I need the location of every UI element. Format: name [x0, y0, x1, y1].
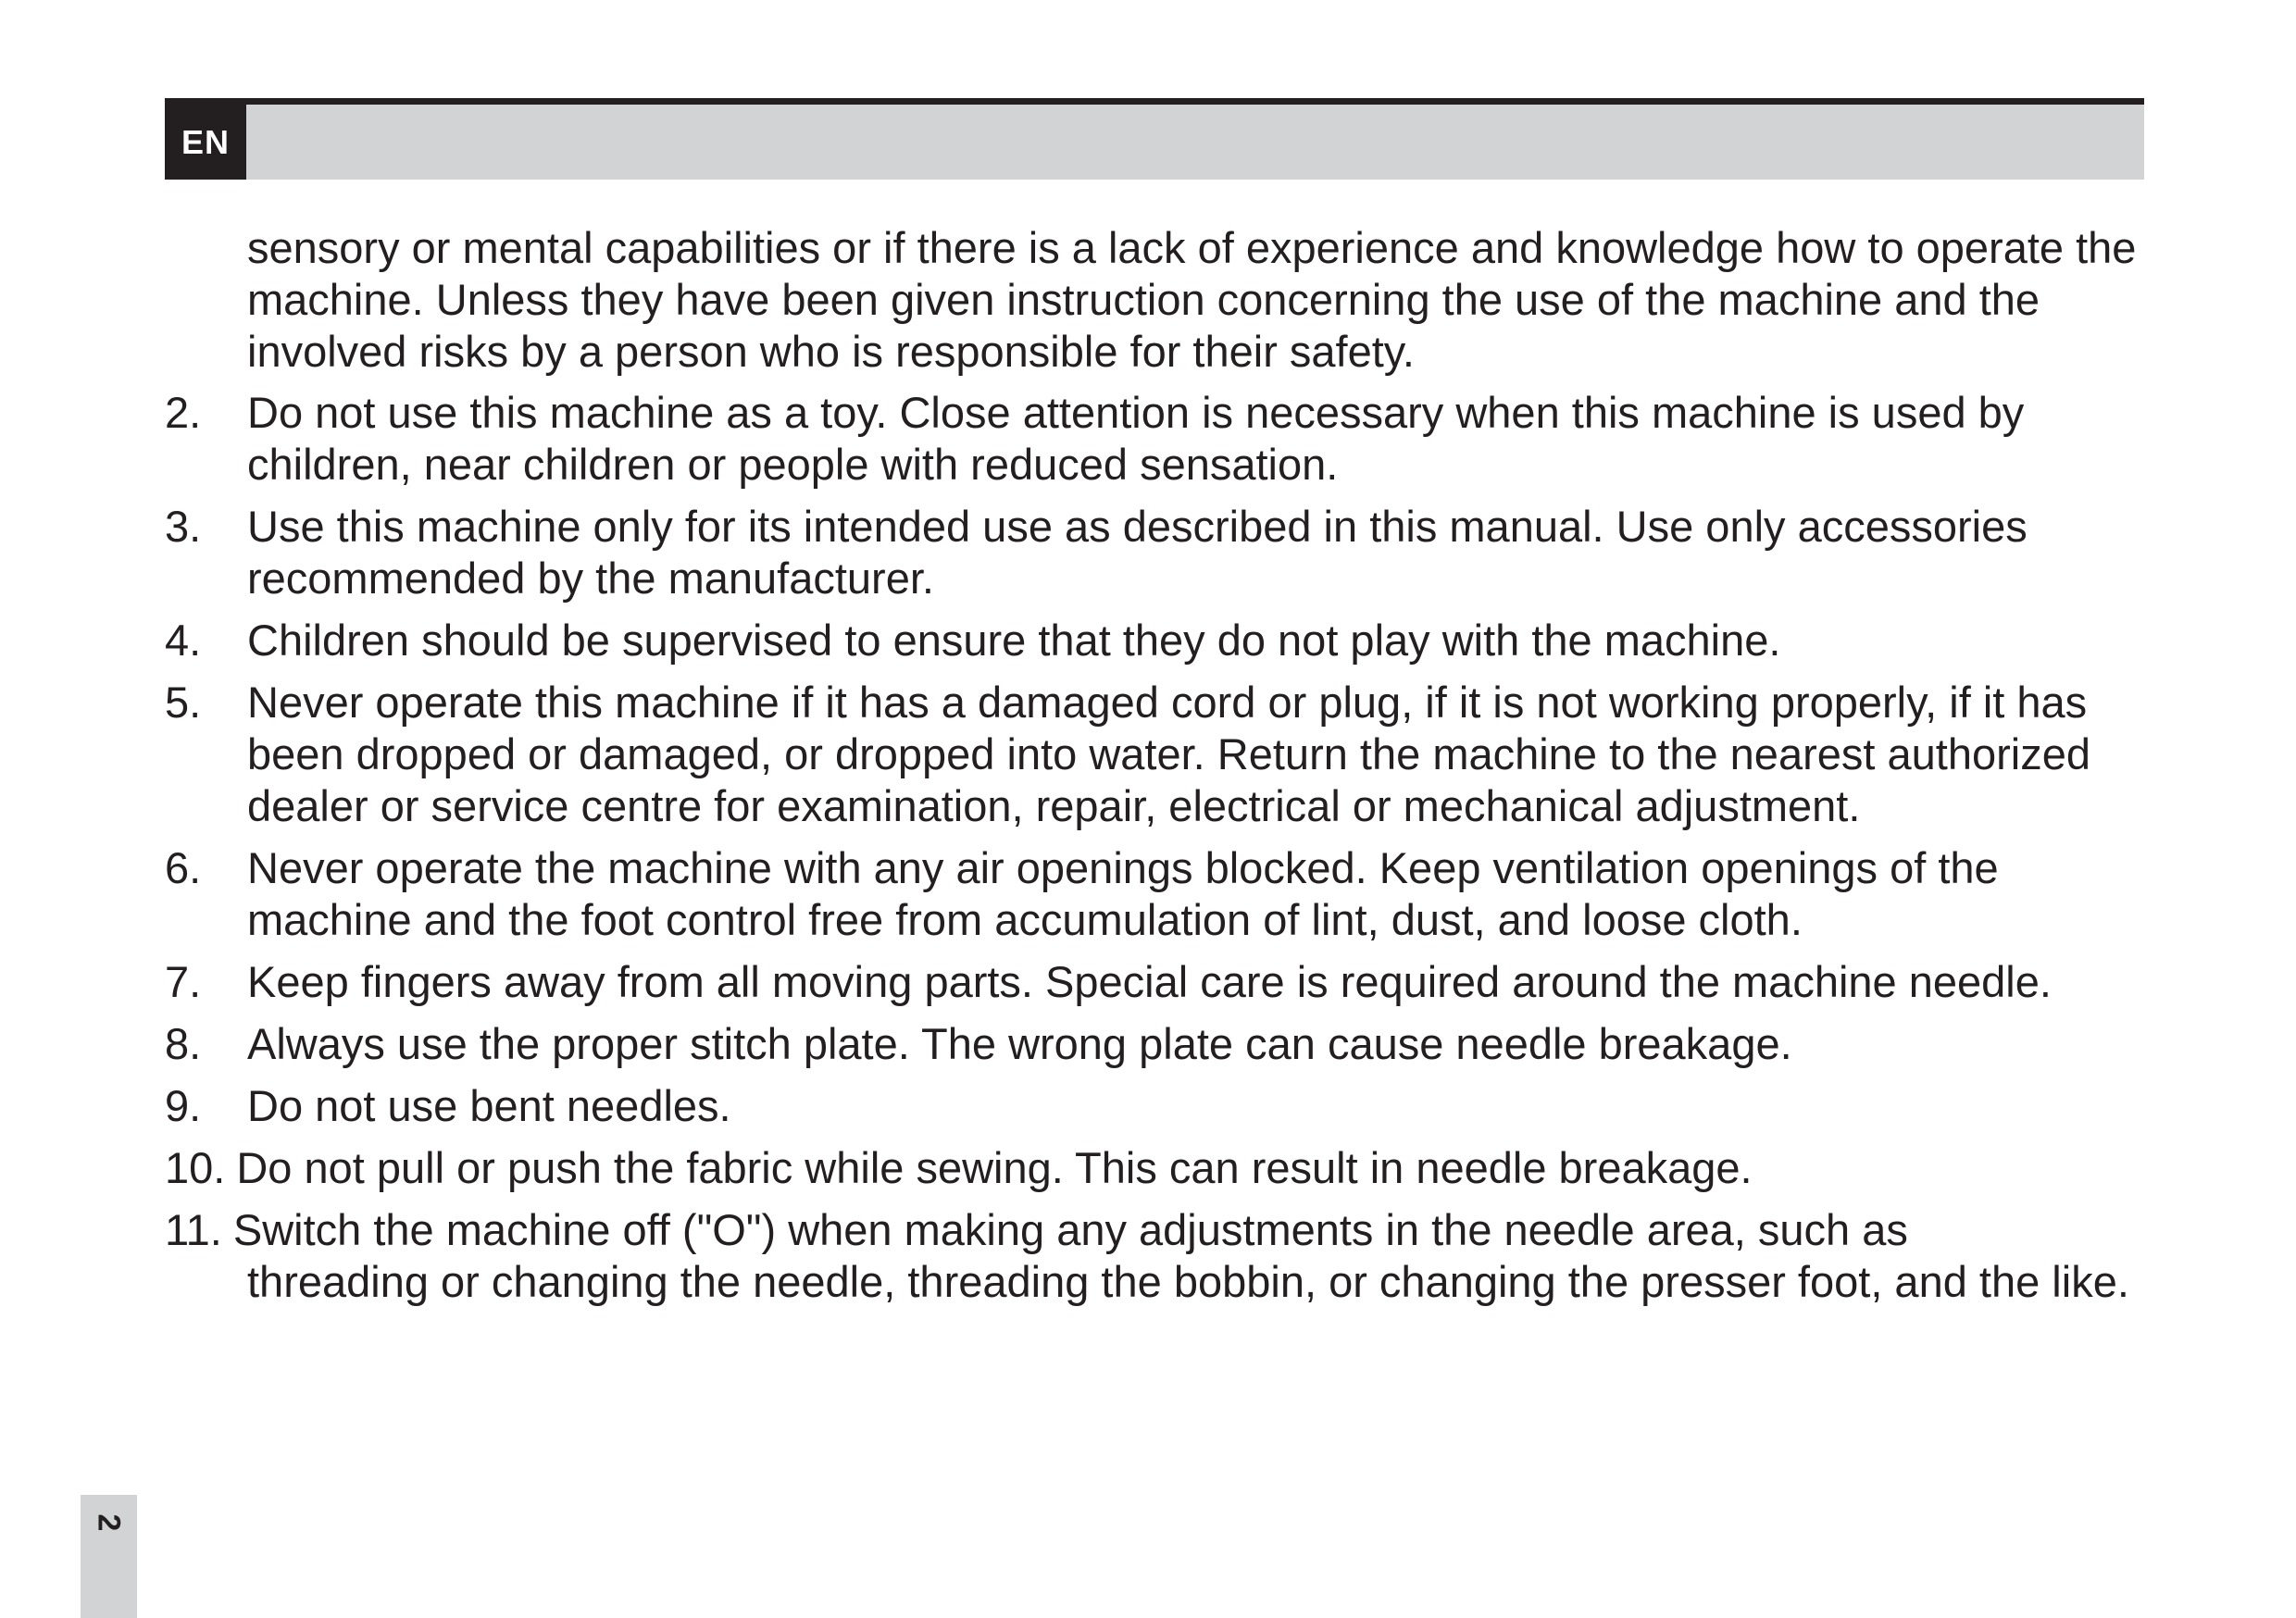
list-item-number: 10.	[165, 1143, 226, 1192]
list-item	[165, 842, 2146, 946]
list-item-text: Do not use this machine as a toy. Close attention is necessary when this machine is used by children, near children or people with reduced sensation.	[247, 388, 2025, 489]
list-item	[165, 677, 2146, 832]
language-tag: EN	[165, 105, 246, 180]
list-item-text: Do not pull or push the fabric while sewing. This can result in needle breakage.	[236, 1143, 1753, 1192]
list-item-text-continued: threading or changing the needle, threading the bobbin, or changing the presser foot, and the like.	[247, 1257, 2129, 1306]
list-item	[165, 1142, 2146, 1194]
list-item-text: Do not use bent needles.	[247, 1081, 731, 1130]
list-item	[165, 387, 2146, 491]
list-item	[165, 1018, 2146, 1070]
list-item-text: Always use the proper stitch plate. The wrong plate can cause needle breakage.	[247, 1019, 1792, 1068]
list-item-number: 5.	[165, 678, 202, 727]
list-item-number: 3.	[165, 502, 202, 551]
list-item-number: 11.	[165, 1205, 222, 1254]
list-item-text: Switch the machine off ("O") when making any adjustments in the needle area, such as	[232, 1205, 1908, 1254]
list-item	[165, 1080, 2146, 1132]
list-item-text: Children should be supervised to ensure that they do not play with the machine.	[247, 616, 1781, 665]
list-item	[165, 615, 2146, 666]
list-item-text: Never operate the machine with any air openings blocked. Keep ventilation openings of the machine and the foot control free from accumulation of lint, dust, and loose cloth.	[247, 843, 1999, 944]
list-item	[165, 956, 2146, 1008]
list-item-text: Keep fingers away from all moving parts. Special care is required around the machine needle.	[247, 957, 2052, 1006]
list-item	[165, 1204, 2146, 1308]
list-item-number: 9.	[165, 1081, 202, 1130]
list-item-number: 4.	[165, 616, 202, 665]
list-item-text: Use this machine only for its intended use as described in this manual. Use only accessories recommended by the manufacturer.	[247, 502, 2028, 603]
page-number: 2	[91, 1513, 127, 1532]
list-item-number: 7.	[165, 957, 202, 1006]
header-band	[165, 105, 2144, 180]
continuation-paragraph: sensory or mental capabilities or if there is a lack of experience and knowledge how to operate the machine. Unless they have been given instruction concerning the use of the machine and the involved risks by a person who is responsible for their safety.	[247, 223, 2137, 376]
list-item-text: Never operate this machine if it has a damaged cord or plug, if it is not working properly, if it has been dropped or damaged, or dropped into water. Return the machine to the nearest authorized dealer or service centre for examination, repair, electrical or mechanical adjustment.	[247, 678, 2090, 830]
list-item-number: 2.	[165, 388, 202, 437]
list-item-number: 8.	[165, 1019, 202, 1068]
list-item	[165, 501, 2146, 604]
header-rule	[165, 98, 2144, 105]
safety-instructions	[165, 222, 2146, 1318]
list-item-number: 6.	[165, 843, 202, 892]
